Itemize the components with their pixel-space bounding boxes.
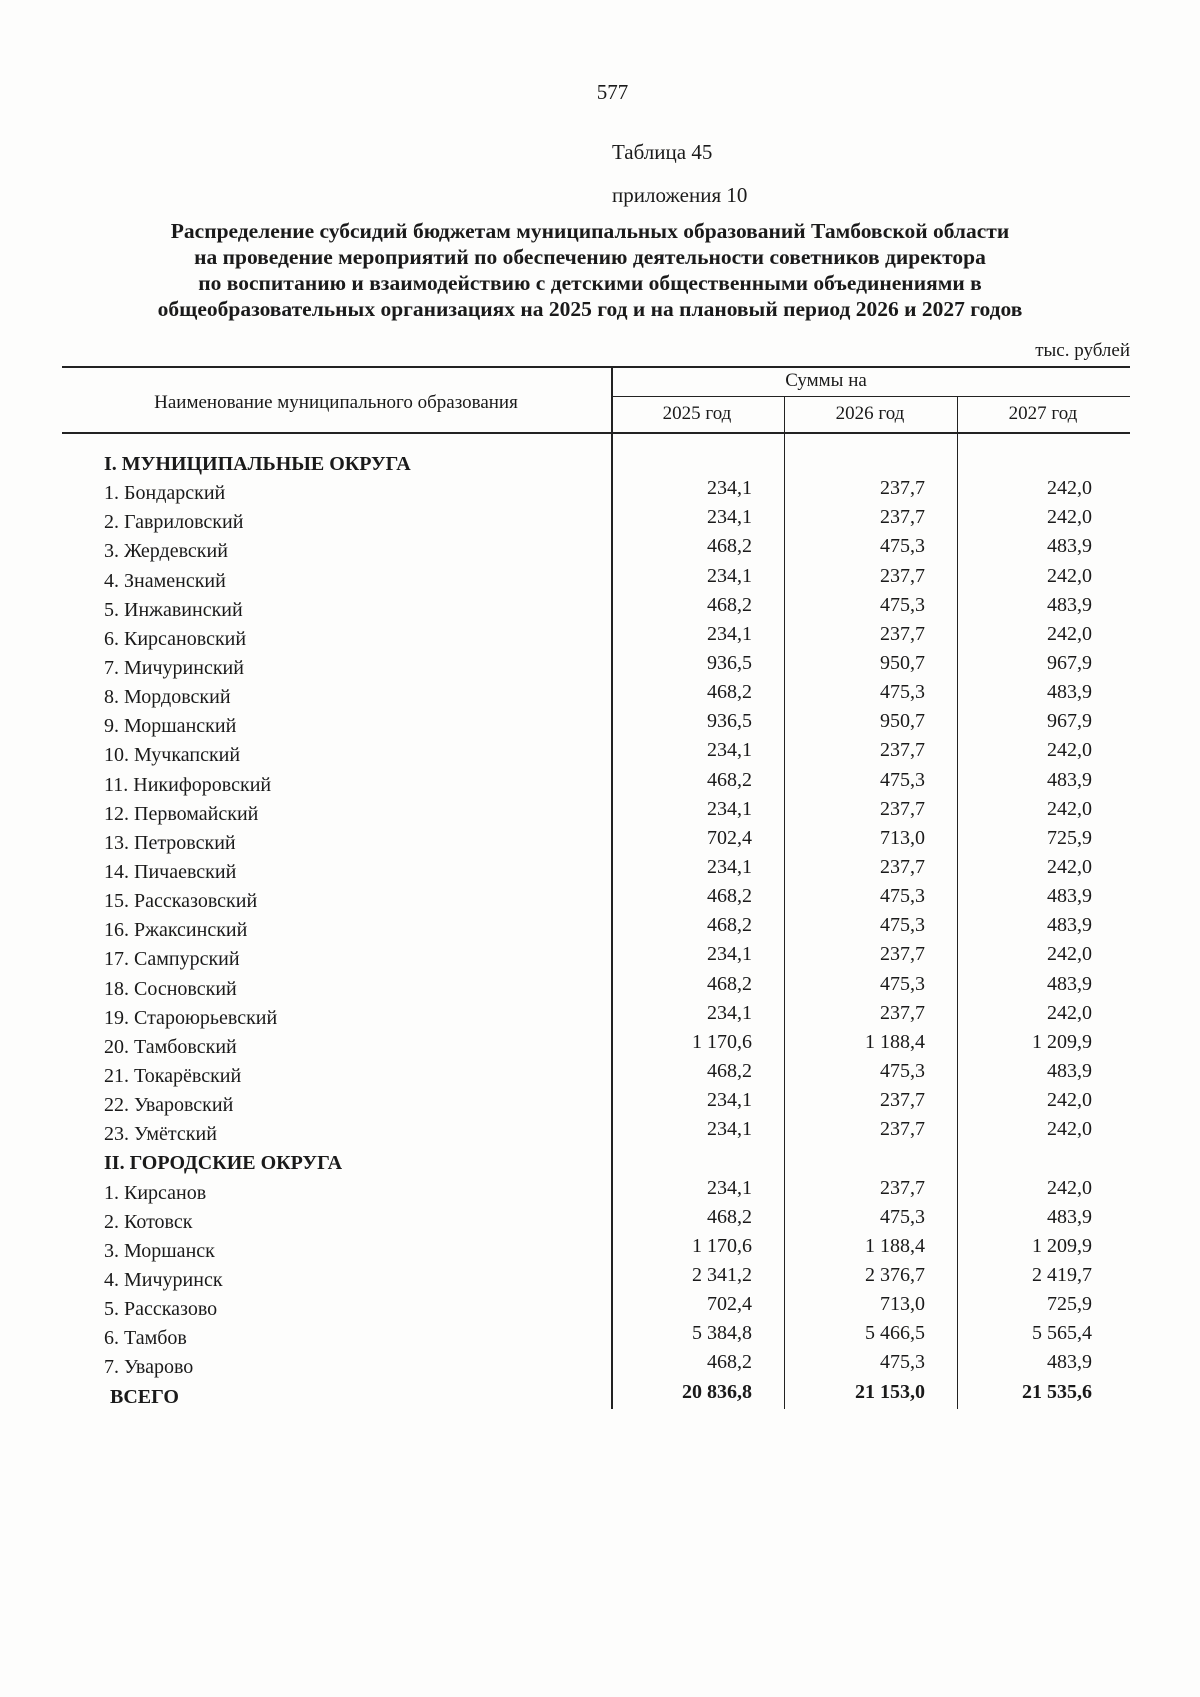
table-row xyxy=(0,622,1200,651)
value-2025: 1 170,6 xyxy=(692,1030,752,1053)
header-year-2026: 2026 год xyxy=(835,403,905,424)
value-2027: 725,9 xyxy=(1047,826,1092,849)
value-2027: 725,9 xyxy=(1047,1293,1092,1316)
value-2026: 237,7 xyxy=(880,1176,925,1199)
header-sub-rule xyxy=(612,396,1130,397)
table-row xyxy=(0,1001,1200,1030)
value-2025: 234,1 xyxy=(707,1001,752,1024)
row-name: 5. Инжавинский xyxy=(104,598,243,621)
value-2026: 713,0 xyxy=(880,826,925,849)
value-2025: 234,1 xyxy=(707,622,752,645)
table-row xyxy=(0,826,1200,855)
row-name: 14. Пичаевский xyxy=(104,860,237,883)
table-row xyxy=(0,476,1200,505)
table-row xyxy=(0,564,1200,593)
value-2026: 237,7 xyxy=(880,564,925,587)
value-2027: 242,0 xyxy=(1047,1176,1092,1199)
table-row xyxy=(0,855,1200,884)
value-2025: 936,5 xyxy=(707,651,752,674)
row-name: 1. Бондарский xyxy=(104,482,226,505)
row-name: 8. Мордовский xyxy=(104,686,231,709)
row-name: 13. Петровский xyxy=(104,831,236,854)
value-2025: 234,1 xyxy=(707,1089,752,1112)
header-name-column: Наименование муниципального образования xyxy=(154,392,518,413)
table-row xyxy=(0,1088,1200,1117)
row-name: 23. Умётский xyxy=(104,1123,217,1146)
value-2026: 475,3 xyxy=(880,1351,925,1374)
value-2025: 234,1 xyxy=(707,506,752,529)
value-2025: 5 384,8 xyxy=(692,1322,752,1345)
row-name: 17. Сампурский xyxy=(104,948,240,971)
value-2027: 242,0 xyxy=(1047,622,1092,645)
header-year-2025: 2025 год xyxy=(662,403,732,424)
value-2025: 234,1 xyxy=(707,1176,752,1199)
title-line: общеобразовательных организациях на 2025 год и на плановый период 2026 и 2027 годов xyxy=(157,297,1023,321)
value-2027: 242,0 xyxy=(1047,1118,1092,1141)
appendix-label: приложения 10 xyxy=(612,183,748,207)
value-2027: 483,9 xyxy=(1047,1059,1092,1082)
row-name: 5. Рассказово xyxy=(104,1298,218,1321)
title-line: на проведение мероприятий по обеспечению деятельности советников директора xyxy=(194,245,986,269)
value-2027: 483,9 xyxy=(1047,593,1092,616)
value-2027: 1 209,9 xyxy=(1032,1234,1092,1257)
row-name: 15. Рассказовский xyxy=(104,890,258,913)
table-row xyxy=(0,884,1200,913)
value-2027: 483,9 xyxy=(1047,972,1092,995)
title-line: Распределение субсидий бюджетам муниципальных образований Тамбовской области xyxy=(170,219,1010,243)
value-2025: 234,1 xyxy=(707,797,752,820)
section-row xyxy=(0,1146,1200,1175)
value-2026: 475,3 xyxy=(880,1205,925,1228)
value-2027: 242,0 xyxy=(1047,564,1092,587)
row-name: 1. Кирсанов xyxy=(104,1181,207,1204)
value-2025: 702,4 xyxy=(707,1293,752,1316)
row-name: 11. Никифоровский xyxy=(104,773,272,796)
value-2025: 468,2 xyxy=(707,1059,752,1082)
value-2026: 237,7 xyxy=(880,1001,925,1024)
value-2027: 5 565,4 xyxy=(1032,1322,1092,1345)
table-body xyxy=(0,447,1200,1409)
title-line: по воспитанию и взаимодействию с детскими общественными объединениями в xyxy=(198,271,982,295)
value-2025: 468,2 xyxy=(707,535,752,558)
value-2026: 237,7 xyxy=(880,622,925,645)
row-name: II. ГОРОДСКИЕ ОКРУГА xyxy=(104,1152,343,1175)
row-name: 16. Ржаксинский xyxy=(104,919,248,942)
value-2027: 242,0 xyxy=(1047,739,1092,762)
row-name: 21. Токарёвский xyxy=(104,1064,242,1087)
value-2025: 234,1 xyxy=(707,477,752,500)
value-2026: 475,3 xyxy=(880,914,925,937)
value-2027: 483,9 xyxy=(1047,681,1092,704)
value-2027: 967,9 xyxy=(1047,651,1092,674)
value-2026: 237,7 xyxy=(880,506,925,529)
row-name: I. МУНИЦИПАЛЬНЫЕ ОКРУГА xyxy=(104,453,411,475)
row-name: 2. Гавриловский xyxy=(104,511,244,534)
value-2026: 237,7 xyxy=(880,943,925,966)
value-2026: 950,7 xyxy=(880,710,925,733)
value-2027: 483,9 xyxy=(1047,1205,1092,1228)
value-2027: 242,0 xyxy=(1047,855,1092,878)
table-label: Таблица 45 xyxy=(612,140,713,164)
table-row xyxy=(0,680,1200,709)
table-row xyxy=(0,768,1200,797)
table-row xyxy=(0,1117,1200,1146)
table-row xyxy=(0,593,1200,622)
row-name: 19. Староюрьевский xyxy=(104,1006,278,1029)
table-row xyxy=(0,942,1200,971)
row-name: 2. Котовск xyxy=(104,1210,193,1233)
table-row xyxy=(0,505,1200,534)
value-2026: 475,3 xyxy=(880,1059,925,1082)
value-2025: 468,2 xyxy=(707,1205,752,1228)
value-2027: 242,0 xyxy=(1047,1001,1092,1024)
header-sums-on: Суммы на xyxy=(785,370,867,391)
value-2025: 234,1 xyxy=(707,855,752,878)
value-2025: 234,1 xyxy=(707,739,752,762)
value-2026: 237,7 xyxy=(880,797,925,820)
table-row xyxy=(0,1292,1200,1321)
table-row xyxy=(0,709,1200,738)
value-2027: 242,0 xyxy=(1047,477,1092,500)
value-2026: 237,7 xyxy=(880,739,925,762)
value-2026: 5 466,5 xyxy=(865,1322,925,1345)
value-2025: 1 170,6 xyxy=(692,1234,752,1257)
row-name: 4. Знаменский xyxy=(104,569,226,592)
table-row xyxy=(0,797,1200,826)
value-2025: 20 836,8 xyxy=(682,1380,752,1403)
value-2027: 483,9 xyxy=(1047,914,1092,937)
value-2026: 475,3 xyxy=(880,768,925,791)
page-number: 577 xyxy=(596,80,629,104)
table-row xyxy=(0,913,1200,942)
header-year-2027: 2027 год xyxy=(1008,403,1078,424)
row-name: 9. Моршанский xyxy=(104,715,237,738)
value-2026: 2 376,7 xyxy=(865,1263,925,1286)
value-2025: 234,1 xyxy=(707,1118,752,1141)
value-2027: 2 419,7 xyxy=(1032,1263,1092,1286)
value-2027: 242,0 xyxy=(1047,797,1092,820)
table-row xyxy=(0,1030,1200,1059)
table-row xyxy=(0,1205,1200,1234)
table-row xyxy=(0,972,1200,1001)
table-row xyxy=(0,1263,1200,1292)
row-name: 6. Кирсановский xyxy=(104,627,247,650)
value-2025: 468,2 xyxy=(707,972,752,995)
value-2027: 1 209,9 xyxy=(1032,1030,1092,1053)
row-name: 12. Первомайский xyxy=(104,802,259,825)
value-2026: 237,7 xyxy=(880,477,925,500)
value-2026: 713,0 xyxy=(880,1293,925,1316)
value-2026: 1 188,4 xyxy=(865,1234,925,1257)
row-name: 18. Сосновский xyxy=(104,977,237,1000)
value-2025: 468,2 xyxy=(707,768,752,791)
value-2025: 936,5 xyxy=(707,710,752,733)
table-top-rule xyxy=(62,366,1130,368)
value-2026: 475,3 xyxy=(880,535,925,558)
total-row xyxy=(0,1380,1200,1409)
value-2026: 237,7 xyxy=(880,1118,925,1141)
section-row xyxy=(0,447,1200,476)
value-2026: 950,7 xyxy=(880,651,925,674)
row-name: 7. Уварово xyxy=(104,1356,194,1379)
row-name: 7. Мичуринский xyxy=(104,656,244,679)
value-2027: 242,0 xyxy=(1047,506,1092,529)
value-2026: 237,7 xyxy=(880,855,925,878)
value-2025: 468,2 xyxy=(707,593,752,616)
row-name: ВСЕГО xyxy=(110,1385,179,1408)
row-name: 10. Мучкапский xyxy=(104,744,241,767)
value-2027: 483,9 xyxy=(1047,768,1092,791)
table-row xyxy=(0,534,1200,563)
value-2027: 242,0 xyxy=(1047,943,1092,966)
value-2026: 475,3 xyxy=(880,972,925,995)
value-2026: 237,7 xyxy=(880,1089,925,1112)
row-name: 20. Тамбовский xyxy=(104,1035,237,1058)
value-2027: 242,0 xyxy=(1047,1089,1092,1112)
value-2025: 468,2 xyxy=(707,914,752,937)
table-row xyxy=(0,651,1200,680)
value-2026: 1 188,4 xyxy=(865,1030,925,1053)
units-label: тыс. рублей xyxy=(1035,340,1130,361)
table-row xyxy=(0,1176,1200,1205)
document-title xyxy=(60,218,1120,322)
value-2026: 475,3 xyxy=(880,885,925,908)
value-2025: 468,2 xyxy=(707,885,752,908)
row-name: 22. Уваровский xyxy=(104,1094,234,1117)
value-2026: 21 153,0 xyxy=(855,1380,925,1403)
value-2025: 702,4 xyxy=(707,826,752,849)
row-name: 3. Моршанск xyxy=(104,1239,215,1262)
row-name: 4. Мичуринск xyxy=(104,1268,223,1291)
value-2025: 468,2 xyxy=(707,1351,752,1374)
value-2025: 234,1 xyxy=(707,564,752,587)
value-2027: 483,9 xyxy=(1047,535,1092,558)
table-row xyxy=(0,1350,1200,1379)
value-2025: 468,2 xyxy=(707,681,752,704)
table-row xyxy=(0,1321,1200,1350)
table-row xyxy=(0,738,1200,767)
value-2027: 483,9 xyxy=(1047,1351,1092,1374)
value-2027: 967,9 xyxy=(1047,710,1092,733)
table-row xyxy=(0,1059,1200,1088)
value-2025: 2 341,2 xyxy=(692,1263,752,1286)
value-2026: 475,3 xyxy=(880,681,925,704)
value-2027: 483,9 xyxy=(1047,885,1092,908)
value-2027: 21 535,6 xyxy=(1022,1380,1092,1403)
value-2025: 234,1 xyxy=(707,943,752,966)
table-row xyxy=(0,1234,1200,1263)
header-bottom-rule xyxy=(62,432,1130,434)
row-name: 3. Жердевский xyxy=(104,540,228,563)
value-2026: 475,3 xyxy=(880,593,925,616)
row-name: 6. Тамбов xyxy=(104,1327,187,1350)
